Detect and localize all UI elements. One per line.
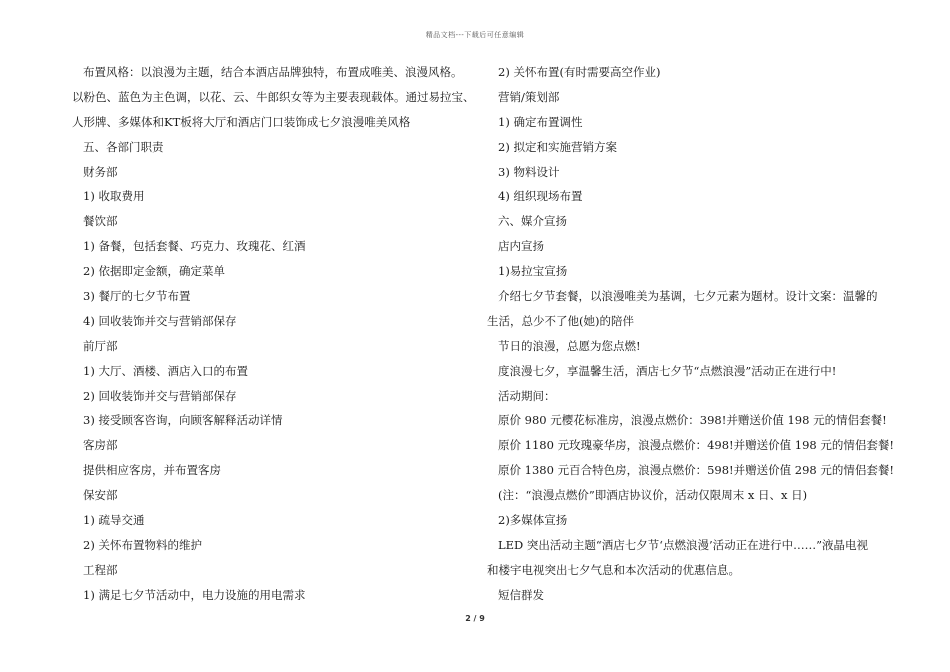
paragraph-line: 2) 关怀布置物料的维护 <box>83 537 202 552</box>
paragraph-line: 生活，总少不了他(她)的陪伴 <box>487 313 634 328</box>
paragraph-line: 4) 组织现场布置 <box>498 189 583 204</box>
paragraph-line: 1) 收取费用 <box>83 189 145 204</box>
paragraph-line: 1) 满足七夕节活动中，电力设施的用电需求 <box>83 587 306 602</box>
page-number: 2 / 9 <box>465 614 485 623</box>
paragraph-line: 3) 餐厅的七夕节布置 <box>83 289 191 304</box>
page-header: 精品文档---下载后可任意编辑 <box>425 31 525 39</box>
paragraph-line: 以粉色、蓝色为主色调，以花、云、牛郎织女等为主要表现载体。通过易拉宝、 <box>72 89 475 104</box>
paragraph-line: 人形牌、多媒体和KT板将大厅和酒店门口装饰成七夕浪漫唯美风格 <box>72 114 411 129</box>
paragraph-line: 度浪漫七夕，享温馨生活，酒店七夕节“点燃浪漫”活动正在进行中! <box>498 363 837 378</box>
paragraph-line: 3) 物料设计 <box>498 164 560 179</box>
paragraph-line: 1) 大厅、酒楼、酒店入口的布置 <box>83 363 248 378</box>
paragraph-line: 客房部 <box>83 438 118 453</box>
paragraph-line: LED 突出活动主题“酒店七夕节‘点燃浪漫’活动正在进行中……”液晶电视 <box>498 537 868 552</box>
paragraph-line: 布置风格：以浪漫为主题，结合本酒店品牌独特，布置成唯美、浪漫风格。 <box>83 65 463 79</box>
paragraph-line: 2) 拟定和实施营销方案 <box>498 139 617 154</box>
left-column <box>72 64 475 612</box>
paragraph-line: 原价 1180 元玫瑰豪华房，浪漫点燃价：498!并赠送价值 198 元的情侣套餐! <box>498 438 895 453</box>
paragraph-line: 原价 980 元樱花标准房，浪漫点燃价：398!并赠送价值 198 元的情侣套餐! <box>498 413 887 428</box>
paragraph-line: 六、媒介宣扬 <box>498 214 567 229</box>
paragraph-line: 五、各部门职责 <box>83 139 164 154</box>
paragraph-line: 保安部 <box>83 488 118 503</box>
paragraph-line: 1) 疏导交通 <box>83 513 145 528</box>
paragraph-line: 3) 接受顾客咨询，向顾客解释活动详情 <box>83 413 283 428</box>
paragraph-line: 和楼宇电视突出七夕气息和本次活动的优惠信息。 <box>487 562 740 577</box>
paragraph-line: 介绍七夕节套餐，以浪漫唯美为基调，七夕元素为题材。设计文案：温馨的 <box>498 289 878 304</box>
paragraph-line: 1) 备餐，包括套餐、巧克力、玫瑰花、红酒 <box>83 239 306 254</box>
paragraph-line: 节日的浪漫，总愿为您点燃! <box>498 338 641 353</box>
paragraph-line: 工程部 <box>83 562 118 577</box>
paragraph-line: 短信群发 <box>498 587 544 602</box>
paragraph-line: (注：“浪漫点燃价”即酒店协议价，活动仅限周末 x 日、x 日) <box>498 488 808 503</box>
right-column <box>487 64 895 612</box>
paragraph-line: 活动期间： <box>498 388 556 403</box>
paragraph-line: 原价 1380 元百合特色房，浪漫点燃价：598!并赠送价值 298 元的情侣套餐! <box>498 463 895 478</box>
paragraph-line: 餐饮部 <box>83 214 118 229</box>
paragraph-line: 财务部 <box>83 164 118 179</box>
paragraph-line: 提供相应客房，并布置客房 <box>83 463 221 478</box>
paragraph-line: 前厅部 <box>83 338 118 353</box>
paragraph-line: 营销/策划部 <box>498 89 560 104</box>
paragraph-line: 1) 确定布置调性 <box>498 114 583 129</box>
paragraph-line: 2) 依据即定金额，确定菜单 <box>83 264 225 279</box>
paragraph-line: 2) 关怀布置(有时需要高空作业) <box>498 65 661 79</box>
paragraph-line: 2) 回收装饰并交与营销部保存 <box>83 388 237 403</box>
paragraph-line: 店内宣扬 <box>498 239 544 254</box>
paragraph-line: 4) 回收装饰并交与营销部保存 <box>83 313 237 328</box>
paragraph-line: 2)多媒体宣扬 <box>498 513 568 528</box>
paragraph-line: 1)易拉宝宣扬 <box>498 264 568 279</box>
